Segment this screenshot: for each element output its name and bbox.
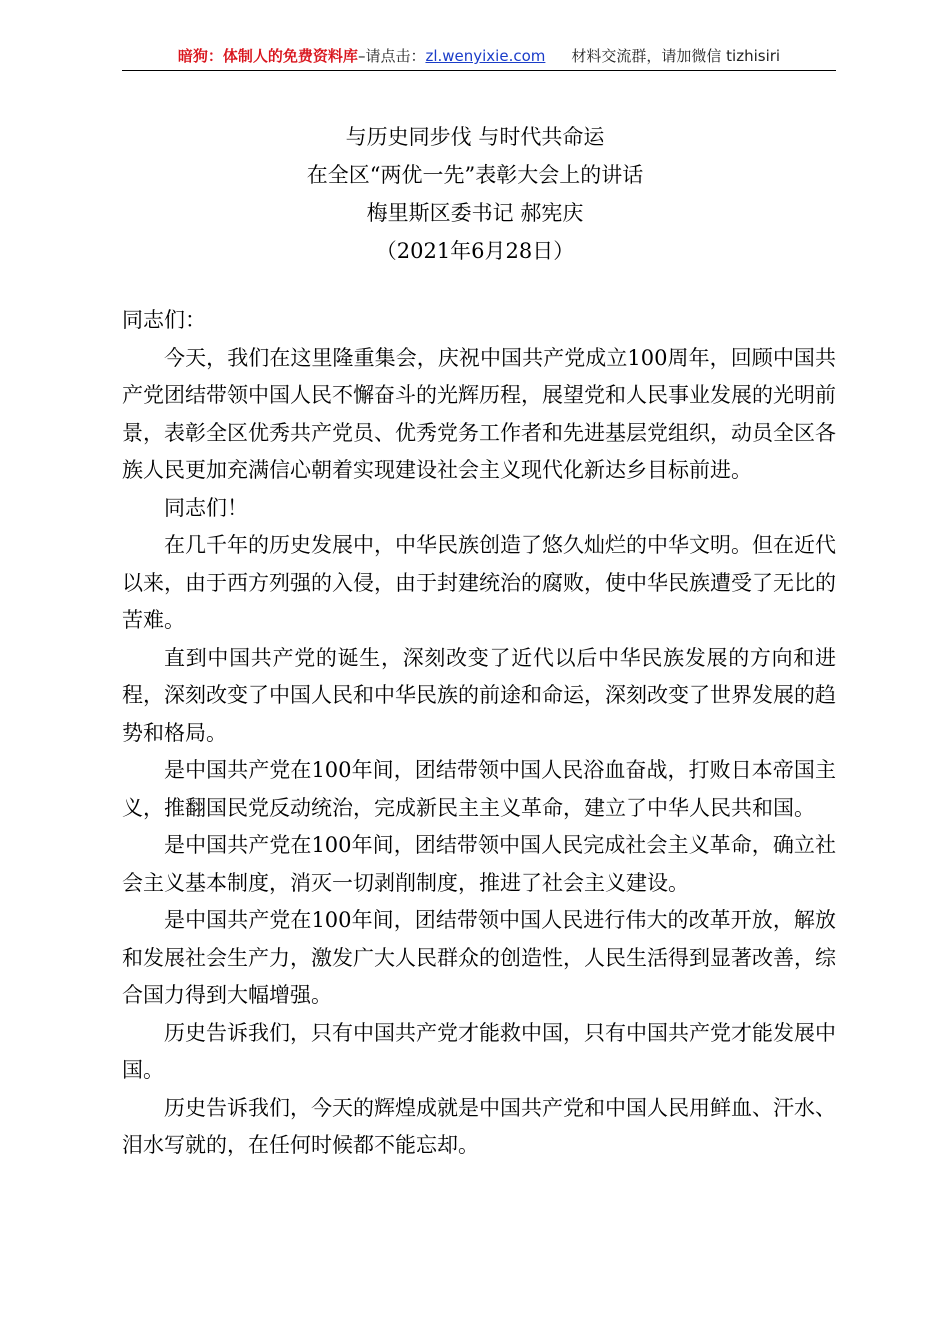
paragraph: 同志们！ <box>164 495 248 520</box>
header-brand: 暗狗：体制人的免费资料库 <box>177 47 358 65</box>
paragraph: 是中国共产党在100年间，团结带领中国人民浴血奋战，打败日本帝国主义，推翻国民党反动统治，完成新民主主义革命，建立了中华人民共和国。 <box>122 758 836 820</box>
page-header <box>122 44 836 71</box>
paragraph: 是中国共产党在100年间，团结带领中国人民完成社会主义革命，确立社会主义基本制度，消灭一切剥削制度，推进了社会主义建设。 <box>122 833 836 895</box>
document-body <box>122 302 836 1165</box>
paragraph: 是中国共产党在100年间，团结带领中国人民进行伟大的改革开放，解放和发展社会生产力，激发广大人民群众的创造性，人民生活得到显著改善，综合国力得到大幅增强。 <box>122 908 836 1007</box>
paragraph: 今天，我们在这里隆重集会，庆祝中国共产党成立100周年，回顾中国共产党团结带领中国人民不懈奋斗的光辉历程，展望党和人民事业发展的光明前景，表彰全区优秀共产党员、优秀党务工作者和先进基层党组织，动员全区各族人民更加充满信心朝着实现建设社会主义现代化新达乡目标前进。 <box>122 345 836 482</box>
title-line-date: （2021年6月28日） <box>375 239 575 263</box>
document-title <box>0 118 950 270</box>
header-link[interactable]: zl.wenyixie.com <box>425 47 546 65</box>
paragraph: 历史告诉我们，今天的辉煌成就是中国共产党和中国人民用鲜血、汗水、泪水写就的，在任何时候都不能忘却。 <box>122 1095 836 1157</box>
title-line-subtitle: 在全区“两优一先”表彰大会上的讲话 <box>306 163 644 187</box>
title-line-main: 与历史同步伐 与时代共命运 <box>345 125 605 149</box>
paragraph: 在几千年的历史发展中，中华民族创造了悠久灿烂的中华文明。但在近代以来，由于西方列强的入侵，由于封建统治的腐败，使中华民族遭受了无比的苦难。 <box>122 533 836 632</box>
title-line-author: 梅里斯区委书记 郝宪庆 <box>366 201 584 225</box>
paragraph: 直到中国共产党的诞生，深刻改变了近代以后中华民族发展的方向和进程，深刻改变了中国人民和中华民族的前途和命运，深刻改变了世界发展的趋势和格局。 <box>122 645 836 745</box>
salutation: 同志们： <box>122 308 206 332</box>
paragraph: 历史告诉我们，只有中国共产党才能救中国，只有中国共产党才能发展中国。 <box>122 1020 836 1082</box>
header-contact-text: 材料交流群，请加微信 tizhisiri <box>571 47 781 65</box>
header-click-prompt: –请点击： <box>357 47 426 65</box>
